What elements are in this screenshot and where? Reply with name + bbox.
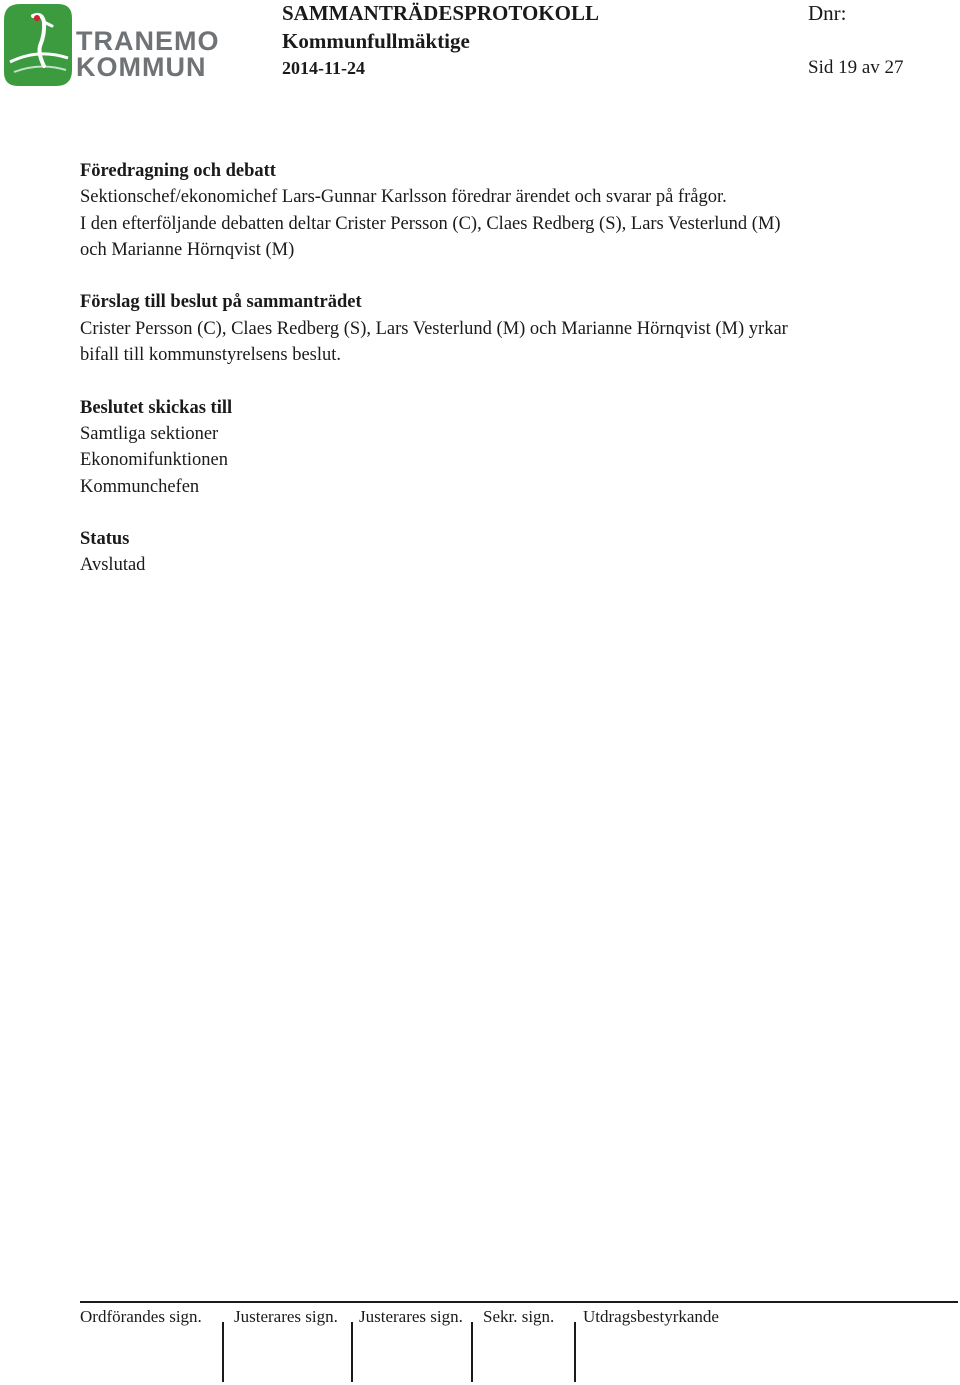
section-presentation <box>80 158 920 263</box>
document-body <box>80 158 920 605</box>
signature-secretary: Sekr. sign. <box>483 1307 555 1326</box>
meeting-date: 2014-11-24 <box>282 58 365 78</box>
assembly-name: Kommunfullmäktige <box>282 29 470 53</box>
signature-divider <box>351 1322 353 1382</box>
section-recipients <box>80 395 920 500</box>
signature-divider <box>471 1322 473 1382</box>
signature-adjuster-2: Justerares sign. <box>359 1307 463 1326</box>
signature-divider <box>574 1322 576 1382</box>
signature-chair: Ordförandes sign. <box>80 1307 202 1326</box>
logo-text-line2: KOMMUN <box>76 52 207 82</box>
signature-adjuster-1: Justerares sign. <box>234 1307 338 1326</box>
crane-bird-icon <box>0 0 76 90</box>
recipient-item: Samtliga sektioner <box>80 423 219 444</box>
section-proposal <box>80 289 920 368</box>
dnr-label: Dnr: <box>808 1 847 25</box>
paragraph-line: och Marianne Hörnqvist (M) <box>80 239 295 260</box>
section-heading: Status <box>80 529 130 550</box>
signature-extract-certification: Utdragsbestyrkande <box>583 1307 719 1326</box>
section-heading: Beslutet skickas till <box>80 397 233 418</box>
section-status <box>80 526 920 579</box>
recipient-item: Ekonomifunktionen <box>80 450 228 471</box>
document-title: SAMMANTRÄDESPROTOKOLL <box>282 1 599 25</box>
logo-text-line1: TRANEMO <box>76 26 220 56</box>
paragraph-line: I den efterföljande debatten deltar Crister Persson (C), Claes Redberg (S), Lars Vesterlund (M) <box>80 213 781 234</box>
page-number: Sid 19 av 27 <box>808 57 904 78</box>
signature-divider <box>222 1322 224 1382</box>
paragraph-line: Crister Persson (C), Claes Redberg (S), Lars Vesterlund (M) och Marianne Hörnqvist (M) yrkar <box>80 318 788 339</box>
section-heading: Föredragning och debatt <box>80 161 276 181</box>
status-value: Avslutad <box>80 555 146 576</box>
section-heading: Förslag till beslut på sammanträdet <box>80 292 362 313</box>
recipient-item: Kommunchefen <box>80 476 200 497</box>
paragraph-line: Sektionschef/ekonomichef Lars-Gunnar Karlsson föredrar ärendet och svarar på frågor. <box>80 187 727 208</box>
footer-divider <box>80 1301 958 1303</box>
paragraph-line: bifall till kommunstyrelsens beslut. <box>80 345 342 366</box>
municipality-logo <box>0 0 220 90</box>
